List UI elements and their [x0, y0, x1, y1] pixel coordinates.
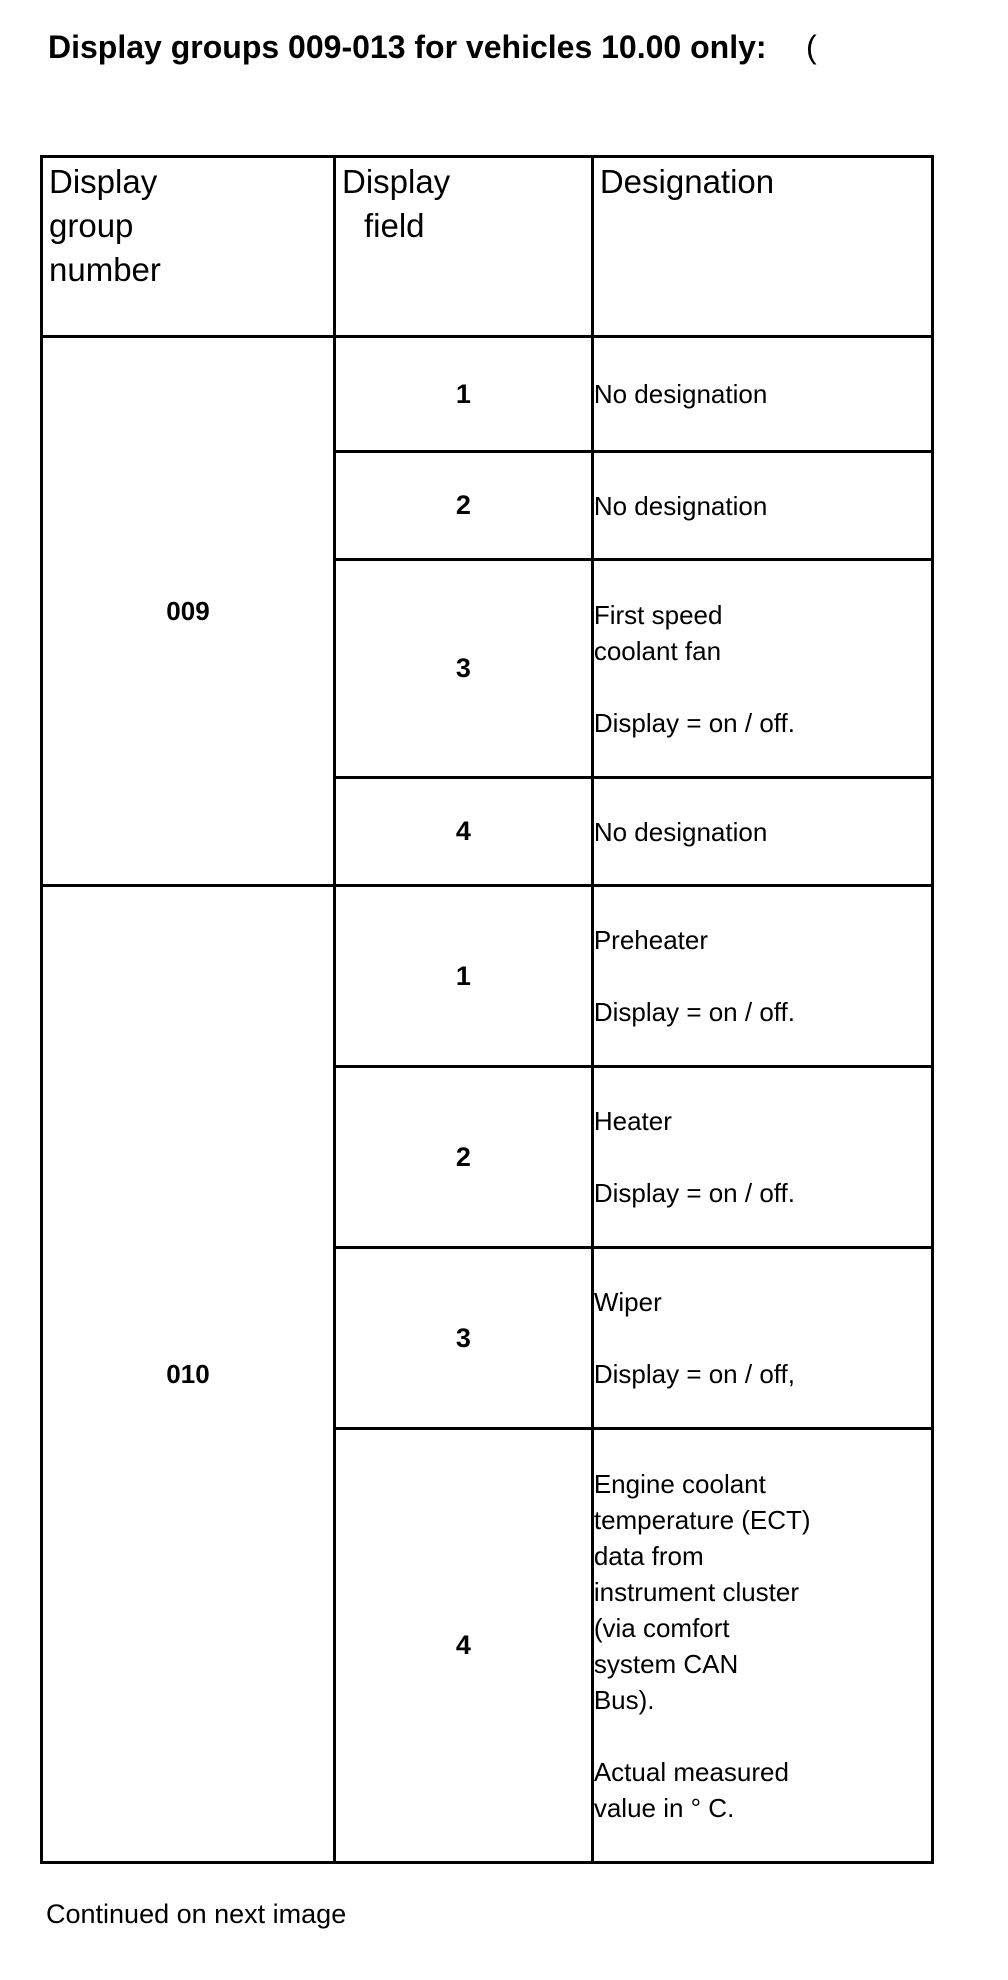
page-title: Display groups 009-013 for vehicles 10.00 only: — [48, 29, 767, 65]
header-designation: Designation — [592, 157, 932, 337]
header-display-field: Display field — [334, 157, 592, 337]
designation-cell: Wiper Display = on / off, — [592, 1248, 932, 1429]
field-number-cell: 4 — [334, 1429, 592, 1863]
designation-cell: No designation — [592, 778, 932, 886]
designation-cell: No designation — [592, 337, 932, 452]
designation-cell: Engine coolant temperature (ECT) data from instrument cluster (via comfort system CAN Bus). Actual measured value in ° C. — [592, 1429, 932, 1863]
field-number-cell: 2 — [334, 1067, 592, 1248]
field-number-cell: 2 — [334, 452, 592, 560]
table-row — [42, 886, 933, 1067]
table-header-row — [42, 157, 933, 337]
field-number-cell: 4 — [334, 778, 592, 886]
designation-cell: Heater Display = on / off. — [592, 1067, 932, 1248]
designation-cell: First speed coolant fan Display = on / off. — [592, 560, 932, 778]
field-number-cell: 3 — [334, 1248, 592, 1429]
display-groups-table — [40, 155, 934, 1864]
table-row — [42, 337, 933, 452]
header-display-group-number: Display group number — [42, 157, 335, 337]
field-number-cell: 1 — [334, 337, 592, 452]
designation-cell: No designation — [592, 452, 932, 560]
group-number-cell: 009 — [42, 337, 335, 886]
field-number-cell: 1 — [334, 886, 592, 1067]
continued-note: Continued on next image — [46, 1899, 347, 1929]
designation-cell: Preheater Display = on / off. — [592, 886, 932, 1067]
field-number-cell: 3 — [334, 560, 592, 778]
group-number-cell: 010 — [42, 886, 335, 1863]
title-mark: ( — [806, 29, 817, 65]
